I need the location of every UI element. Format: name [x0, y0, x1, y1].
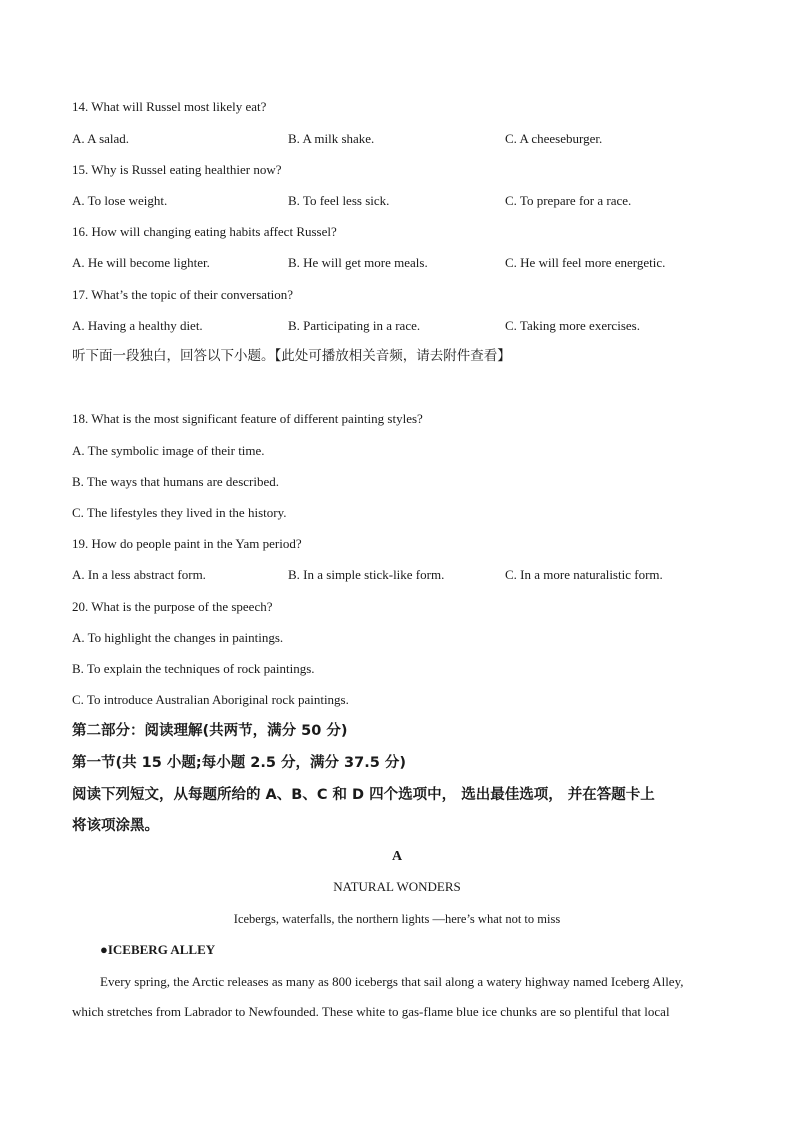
q18-option-c: C. The lifestyles they lived in the history.	[72, 505, 287, 520]
q18-option-b: B. The ways that humans are described.	[72, 474, 279, 489]
question-19: 19. How do people paint in the Yam period?	[72, 536, 302, 551]
q17-option-c: C. Taking more exercises.	[505, 318, 640, 333]
q14-option-b: B. A milk shake.	[288, 131, 375, 146]
q20-option-c: C. To introduce Australian Aboriginal rock paintings.	[72, 692, 349, 707]
q15-option-a: A. To lose weight.	[72, 193, 168, 208]
listening-instruction: 听下面一段独白，回答以下小题。【此处可播放相关音频，请去附件查看】	[72, 348, 511, 364]
question-17: 17. What’s the topic of their conversation?	[72, 287, 294, 302]
question-20: 20. What is the purpose of the speech?	[72, 599, 273, 614]
passage-subtitle: Icebergs, waterfalls, the northern lights —here’s what not to miss	[233, 912, 561, 926]
q17-option-b: B. Participating in a race.	[288, 318, 421, 333]
part2-title: 第二部分：阅读理解(共两节，满分 50 分)	[72, 723, 348, 739]
q14-option-c: C. A cheeseburger.	[505, 131, 603, 146]
reading-instruction-line2: 将该项涂黑。	[72, 818, 159, 834]
passage-title: NATURAL WONDERS	[333, 879, 461, 894]
q20-option-a: A. To highlight the changes in paintings.	[72, 630, 284, 645]
paragraph-line-1: Every spring, the Arctic releases as many as 800 icebergs that sail along a watery highway named Iceberg Alley,	[100, 974, 684, 989]
q20-option-b: B. To explain the techniques of rock paintings.	[72, 661, 315, 676]
passage-letter: A	[391, 849, 403, 864]
q16-option-a: A. He will become lighter.	[72, 255, 210, 270]
q18-option-a: A. The symbolic image of their time.	[72, 443, 265, 458]
question-18: 18. What is the most significant feature of different painting styles?	[72, 411, 423, 426]
section1-title: 第一节(共 15 小题;每小题 2.5 分，满分 37.5 分)	[72, 755, 406, 771]
q14-option-a: A. A salad.	[72, 131, 130, 146]
q15-option-b: B. To feel less sick.	[288, 193, 390, 208]
q15-option-c: C. To prepare for a race.	[505, 193, 632, 208]
q16-option-b: B. He will get more meals.	[288, 255, 428, 270]
paragraph-line-2: which stretches from Labrador to Newfounded. These white to gas-flame blue ice chunks are so plentiful that local	[72, 1004, 670, 1019]
q19-option-a: A. In a less abstract form.	[72, 567, 206, 582]
question-16: 16. How will changing eating habits affect Russel?	[72, 224, 337, 239]
section-heading-iceberg-alley: ●ICEBERG ALLEY	[100, 942, 216, 957]
reading-instruction-line1: 阅读下列短文，从每题所给的 A、B、C 和 D 四个选项中， 选出最佳选项， 并在答题卡上	[72, 787, 655, 803]
q19-option-b: B. In a simple stick-like form.	[288, 567, 445, 582]
question-14: 14. What will Russel most likely eat?	[72, 99, 267, 114]
q19-option-c: C. In a more naturalistic form.	[505, 567, 663, 582]
q16-option-c: C. He will feel more energetic.	[505, 255, 666, 270]
q17-option-a: A. Having a healthy diet.	[72, 318, 203, 333]
question-15: 15. Why is Russel eating healthier now?	[72, 162, 282, 177]
